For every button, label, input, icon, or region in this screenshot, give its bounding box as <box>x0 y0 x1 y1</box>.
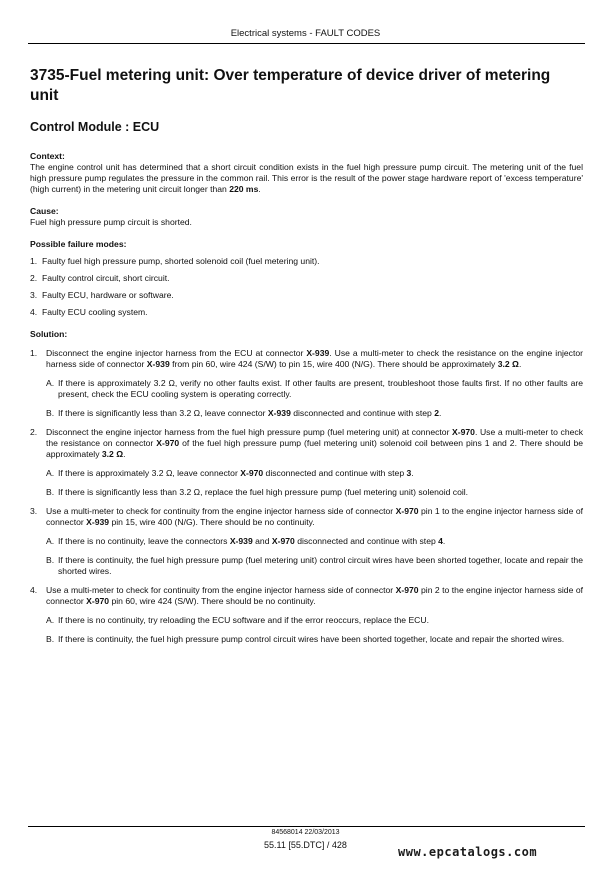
cause-label: Cause: <box>30 206 59 216</box>
solution-step-2a: A. If there is approximately 3.2 Ω, leave connector X-970 disconnected and continue with step 3. <box>46 468 414 478</box>
solution-step-4a: A. If there is no continuity, try reloading the ECU software and if the error reoccurs, replace the ECU. <box>46 615 429 625</box>
context-text: The engine control unit has determined that a short circuit condition exists in the fuel high pressure pump circuit. The metering unit of the fuel high pressure pump regulates the pressure in the common rail. This error is the result of the power stage hardware report of 'excess temperature' (high current) in the metering unit circuit longer than 220 ms. <box>30 162 583 194</box>
solution-step-2: 2. Disconnect the engine injector harness from the fuel high pressure pump (fuel metering unit) at connector X-970. Use a multi-meter to check the resistance on connector X-970 of the fuel high pressure pump (fuel metering unit) solenoid coil between pins 1 and 2. There should be approximately 3.2 Ω. <box>30 427 583 459</box>
solution-step-3b: B. If there is continuity, the fuel high pressure pump (fuel metering unit) control circuit wires have been shorted together, locate and repair the shorted wires. <box>46 555 583 576</box>
header-rule <box>28 43 585 44</box>
solution-step-2b: B. If there is significantly less than 3.2 Ω, replace the fuel high pressure pump (fuel metering unit) solenoid coil. <box>46 487 469 497</box>
solution-step-4: 4. Use a multi-meter to check for continuity from the engine injector harness side of connector X-970 pin 2 to the engine injector harness side of connector X-970 pin 60, wire 424 (S/W). There should be no continuity. <box>30 585 583 606</box>
fault-title: 3735-Fuel metering unit: Over temperature of device driver of metering unit <box>30 67 551 104</box>
failure-modes-list <box>30 256 583 318</box>
document-reference: 84568014 22/03/2013 <box>271 829 340 836</box>
solution-step-1b: B. If there is significantly less than 3.2 Ω, leave connector X-939 disconnected and continue with step 2. <box>46 408 442 418</box>
failure-modes-label: Possible failure modes: <box>30 239 127 249</box>
context-label: Context: <box>30 151 65 161</box>
list-item: 3. Faulty ECU, hardware or software. <box>30 290 174 300</box>
list-item: 4. Faulty ECU cooling system. <box>30 307 148 317</box>
list-item: 1. Faulty fuel high pressure pump, shorted solenoid coil (fuel metering unit). <box>30 256 320 266</box>
solution-label: Solution: <box>30 329 68 339</box>
solution-step-3: 3. Use a multi-meter to check for continuity from the engine injector harness side of connector X-970 pin 1 to the engine injector harness side of connector X-939 pin 15, wire 400 (N/G). There should be no continuity. <box>30 506 583 527</box>
solution-step-1: 1. Disconnect the engine injector harness from the ECU at connector X-939. Use a multi-meter to check the resistance on the engine injector harness side of connector X-939 from pin 60, wire 424 (S/W) to pin 15, wire 400 (N/G). There should be approximately 3.2 Ω. <box>30 348 583 369</box>
cause-text: Fuel high pressure pump circuit is shorted. <box>30 217 192 227</box>
list-item: 2. Faulty control circuit, short circuit. <box>30 273 170 283</box>
footer-rule <box>28 826 585 827</box>
watermark: www.epcatalogs.com <box>398 845 538 859</box>
document-body <box>30 151 583 645</box>
solution-step-1a: A. If there is approximately 3.2 Ω, verify no other faults exist. If other faults are present, troubleshoot those faults first. If no other faults are present, check the ECU cooling system is operating correctly. <box>46 378 583 399</box>
solution-step-3a: A. If there is no continuity, leave the connectors X-939 and X-970 disconnected and continue with step 4. <box>46 536 446 546</box>
solution-step-4b: B. If there is continuity, the fuel high pressure pump control circuit wires have been shorted together, locate and repair the shorted wires. <box>46 634 565 644</box>
control-module-heading: Control Module : ECU <box>30 120 160 134</box>
page-reference: 55.11 [55.DTC] / 428 <box>264 840 347 850</box>
page-header: Electrical systems - FAULT CODES <box>230 28 381 39</box>
